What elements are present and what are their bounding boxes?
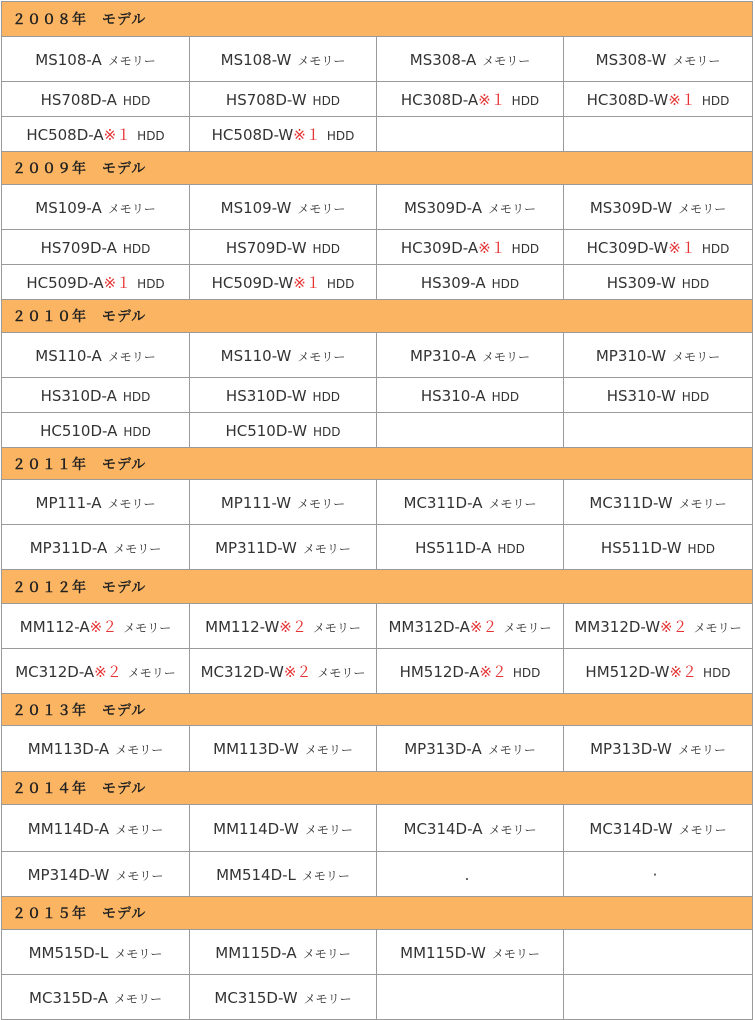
model-name: MM114D-A (27, 819, 110, 838)
model-cell (2, 185, 190, 230)
model-name: MS109-W (220, 198, 292, 217)
model-cell (377, 480, 564, 525)
section-header-row (2, 570, 753, 604)
storage-type: メモリー (672, 53, 721, 68)
model-name: MC311D-A (403, 493, 483, 512)
model-cell (2, 413, 190, 448)
model-cell (377, 852, 564, 897)
model-name: MP111-A (35, 493, 102, 512)
storage-type: メモリー (107, 496, 156, 511)
storage-type: メモリー (487, 201, 536, 216)
model-row (2, 649, 753, 694)
model-name: MP313D-W (590, 740, 672, 758)
model-cell (190, 726, 377, 772)
section-header-row (2, 300, 753, 333)
model-cell (564, 930, 753, 975)
model-cell (564, 805, 753, 852)
model-name: HC309D-W (586, 238, 669, 257)
model-cell (377, 37, 564, 82)
model-cell (2, 37, 190, 82)
model-row (2, 525, 753, 570)
storage-type: HDD (703, 665, 731, 680)
model-name: HS309-W (606, 273, 676, 292)
model-cell (190, 378, 377, 413)
model-name: MS309D-W (589, 198, 673, 217)
footnote-mark: ※２ (283, 662, 312, 681)
model-name: MM113D-A (27, 740, 110, 758)
section-title: ２０１１年 モデル (2, 448, 753, 480)
model-cell (564, 413, 753, 448)
storage-type: HDD (122, 389, 151, 404)
model-row (2, 185, 753, 230)
storage-type: HDD (313, 424, 341, 439)
model-name: MM112-W (205, 617, 280, 636)
model-cell (2, 604, 190, 649)
model-name: MC315D-A (29, 988, 108, 1007)
storage-type: HDD (137, 128, 165, 143)
footnote-mark: ※２ (469, 617, 498, 636)
model-name: MS109-A (35, 198, 102, 217)
model-cell (2, 726, 190, 772)
storage-type: HDD (681, 276, 710, 291)
section-title: ２０１４年 モデル (2, 772, 753, 805)
storage-type: HDD (687, 541, 716, 556)
model-name: HC510D-A (40, 421, 118, 440)
model-name: MC312D-A (15, 662, 95, 681)
storage-type: メモリー (127, 665, 176, 680)
model-cell (2, 649, 190, 694)
footnote-mark: ※１ (668, 238, 696, 257)
storage-type: メモリー (491, 946, 540, 961)
section-title: ２０１３年 モデル (2, 694, 753, 726)
model-name: . (464, 865, 470, 884)
storage-type: HDD (701, 241, 730, 256)
section-header-row (2, 448, 753, 480)
model-name: MC311D-W (589, 493, 673, 512)
model-name: HS310-A (420, 386, 486, 405)
model-row (2, 378, 753, 413)
model-row (2, 975, 753, 1020)
model-cell (377, 265, 564, 300)
storage-type: メモリー (678, 822, 727, 837)
storage-type: メモリー (107, 349, 156, 364)
model-cell (377, 805, 564, 852)
model-cell (564, 378, 753, 413)
model-name: MS110-W (220, 346, 292, 365)
model-cell (377, 185, 564, 230)
storage-type: メモリー (503, 620, 552, 635)
storage-type: メモリー (677, 743, 726, 757)
storage-type: メモリー (678, 201, 727, 216)
model-name: MC312D-W (200, 662, 284, 681)
storage-type: メモリー (114, 946, 163, 961)
storage-type: メモリー (297, 201, 346, 216)
storage-type: メモリー (312, 620, 361, 635)
storage-type: メモリー (678, 496, 727, 511)
section-header-row (2, 897, 753, 930)
footnote-mark: ※２ (479, 662, 507, 681)
model-name: MP313D-A (404, 740, 482, 758)
storage-type: メモリー (113, 991, 162, 1006)
model-name: HC509D-W (211, 273, 294, 292)
storage-type: メモリー (317, 665, 366, 680)
model-name: MM113D-W (213, 740, 299, 758)
model-row (2, 230, 753, 265)
section-header-row (2, 694, 753, 726)
storage-type: メモリー (297, 53, 346, 68)
model-name: HS708D-W (225, 90, 307, 109)
footnote-mark: ※２ (660, 617, 688, 636)
model-cell (564, 525, 753, 570)
model-row (2, 413, 753, 448)
model-cell (2, 975, 190, 1020)
storage-type: メモリー (301, 868, 350, 883)
model-name: HC309D-A (400, 238, 479, 257)
storage-type: HDD (511, 241, 540, 256)
storage-type: HDD (491, 389, 520, 404)
model-cell (2, 333, 190, 378)
footnote-mark: ※１ (293, 125, 321, 144)
model-name: MC314D-W (589, 819, 673, 838)
model-cell (377, 649, 564, 694)
model-cell (190, 930, 377, 975)
model-row (2, 82, 753, 117)
storage-type: HDD (497, 541, 525, 556)
storage-type: メモリー (115, 743, 164, 757)
model-cell (190, 805, 377, 852)
model-name: MM312D-A (388, 617, 470, 636)
storage-type: HDD (137, 276, 165, 291)
model-name: MP310-A (410, 346, 476, 365)
model-cell (190, 185, 377, 230)
storage-type: HDD (122, 241, 151, 256)
model-name: MP311D-W (215, 538, 297, 557)
model-cell (190, 265, 377, 300)
model-cell (190, 975, 377, 1020)
storage-type: HDD (491, 276, 520, 291)
model-name: MS110-A (35, 346, 102, 365)
storage-type: HDD (511, 93, 540, 108)
storage-type: HDD (312, 389, 341, 404)
model-name: MM115D-W (400, 943, 486, 962)
footnote-mark: ※１ (293, 273, 321, 292)
storage-type: メモリー (487, 743, 536, 757)
storage-type: メモリー (304, 743, 353, 757)
model-cell (2, 378, 190, 413)
model-row (2, 805, 753, 852)
storage-type: HDD (122, 93, 151, 108)
footnote-mark: ※２ (279, 617, 307, 636)
model-name: HS310D-W (225, 386, 307, 405)
section-title: ２０１２年 モデル (2, 570, 753, 604)
model-cell (190, 230, 377, 265)
model-cell (564, 975, 753, 1020)
model-cell (377, 117, 564, 152)
model-cell (377, 604, 564, 649)
model-cell (2, 525, 190, 570)
model-cell (377, 413, 564, 448)
section-header-row (2, 772, 753, 805)
storage-type: HDD (701, 93, 730, 108)
model-name: HC509D-A (26, 273, 104, 292)
storage-type: メモリー (107, 201, 156, 216)
storage-type: メモリー (302, 946, 351, 961)
model-cell (564, 230, 753, 265)
storage-type: HDD (326, 276, 355, 291)
model-name: HC508D-A (26, 125, 104, 144)
storage-type: メモリー (304, 822, 353, 837)
model-name: HC308D-A (400, 90, 479, 109)
model-cell (564, 480, 753, 525)
model-cell (377, 82, 564, 117)
model-cell (2, 805, 190, 852)
storage-type: メモリー (115, 822, 164, 837)
model-cell (190, 480, 377, 525)
storage-type: メモリー (123, 620, 172, 635)
model-cell (564, 649, 753, 694)
model-cell (2, 117, 190, 152)
model-cell (564, 185, 753, 230)
model-name: HM512D-A (399, 662, 480, 681)
model-name: HM512D-W (585, 662, 670, 681)
model-row (2, 604, 753, 649)
storage-type: メモリー (113, 541, 162, 556)
storage-type: メモリー (482, 53, 531, 68)
section-title: ２０１０年 モデル (2, 300, 753, 333)
model-name: HS511D-A (415, 538, 492, 557)
model-table-body (2, 2, 753, 1020)
model-name: MM312D-W (574, 617, 661, 636)
storage-type: メモリー (303, 991, 352, 1006)
model-name: HS708D-A (40, 90, 117, 109)
storage-type: HDD (512, 665, 541, 680)
storage-type: メモリー (297, 349, 346, 364)
model-name: · (652, 865, 658, 884)
storage-type: メモリー (297, 496, 346, 511)
model-name: MM115D-A (215, 943, 297, 962)
model-name: HS310-W (606, 386, 676, 405)
model-cell (190, 82, 377, 117)
storage-type: HDD (123, 424, 151, 439)
model-cell (377, 930, 564, 975)
model-row (2, 480, 753, 525)
model-cell (377, 230, 564, 265)
model-row (2, 726, 753, 772)
storage-type: HDD (681, 389, 710, 404)
model-cell (2, 480, 190, 525)
model-cell (190, 525, 377, 570)
model-name: MS308-A (409, 50, 477, 69)
model-name: MP314D-W (27, 865, 110, 884)
model-row (2, 37, 753, 82)
footnote-mark: ※１ (668, 90, 696, 109)
model-cell (564, 117, 753, 152)
model-cell (564, 82, 753, 117)
model-name: HS309-A (420, 273, 486, 292)
model-name: HC510D-W (225, 421, 308, 440)
model-cell (377, 726, 564, 772)
model-name: MP111-W (220, 493, 292, 512)
model-name: HS709D-A (40, 238, 117, 257)
storage-type: HDD (312, 93, 341, 108)
model-cell (190, 604, 377, 649)
storage-type: メモリー (693, 620, 742, 635)
model-cell (190, 37, 377, 82)
storage-type: メモリー (481, 349, 530, 364)
model-cell (564, 852, 753, 897)
model-cell (564, 604, 753, 649)
footnote-mark: ※１ (103, 273, 132, 292)
footnote-mark: ※１ (478, 238, 506, 257)
model-name: MP311D-A (29, 538, 108, 557)
model-name: HS709D-W (225, 238, 307, 257)
model-cell (190, 413, 377, 448)
model-cell (564, 333, 753, 378)
storage-type: メモリー (488, 822, 537, 837)
model-cell (377, 333, 564, 378)
section-title: ２０１５年 モデル (2, 897, 753, 930)
storage-type: メモリー (115, 868, 164, 883)
model-cell (377, 975, 564, 1020)
model-name: MM112-A (19, 617, 90, 636)
model-cell (377, 378, 564, 413)
model-row (2, 117, 753, 152)
model-name: MM515D-L (28, 943, 109, 962)
model-cell (190, 117, 377, 152)
model-name: MS308-W (595, 50, 667, 69)
section-title: ２００８年 モデル (2, 2, 753, 37)
storage-type: メモリー (107, 53, 156, 68)
model-name: HC508D-W (211, 125, 294, 144)
model-row (2, 333, 753, 378)
model-row (2, 852, 753, 897)
storage-type: HDD (326, 128, 355, 143)
model-name: MS108-W (220, 50, 292, 69)
model-name: HS310D-A (40, 386, 117, 405)
model-cell (190, 852, 377, 897)
model-name: MC314D-A (403, 819, 483, 838)
model-cell (2, 82, 190, 117)
footnote-mark: ※１ (478, 90, 506, 109)
model-name: MM114D-W (213, 819, 299, 838)
footnote-mark: ※２ (89, 617, 118, 636)
model-cell (377, 525, 564, 570)
model-name: MC315D-W (214, 988, 298, 1007)
footnote-mark: ※１ (103, 125, 132, 144)
model-name: MS309D-A (403, 198, 482, 217)
model-cell (564, 265, 753, 300)
model-cell (190, 333, 377, 378)
model-name: HS511D-W (600, 538, 682, 557)
model-cell (2, 930, 190, 975)
storage-type: メモリー (302, 541, 351, 556)
model-name: MP310-W (595, 346, 667, 365)
model-cell (190, 649, 377, 694)
model-name: HC308D-W (586, 90, 669, 109)
storage-type: メモリー (488, 496, 537, 511)
model-cell (2, 265, 190, 300)
section-header-row (2, 2, 753, 37)
storage-type: メモリー (672, 349, 721, 364)
model-name: MS108-A (35, 50, 102, 69)
footnote-mark: ※２ (94, 662, 122, 681)
model-row (2, 265, 753, 300)
model-cell (564, 37, 753, 82)
model-row (2, 930, 753, 975)
section-header-row (2, 152, 753, 185)
model-table (1, 1, 753, 1020)
storage-type: HDD (312, 241, 341, 256)
model-name: MM514D-L (216, 865, 296, 884)
model-cell (2, 230, 190, 265)
model-cell (2, 852, 190, 897)
model-cell (564, 726, 753, 772)
section-title: ２００９年 モデル (2, 152, 753, 185)
footnote-mark: ※２ (669, 662, 698, 681)
